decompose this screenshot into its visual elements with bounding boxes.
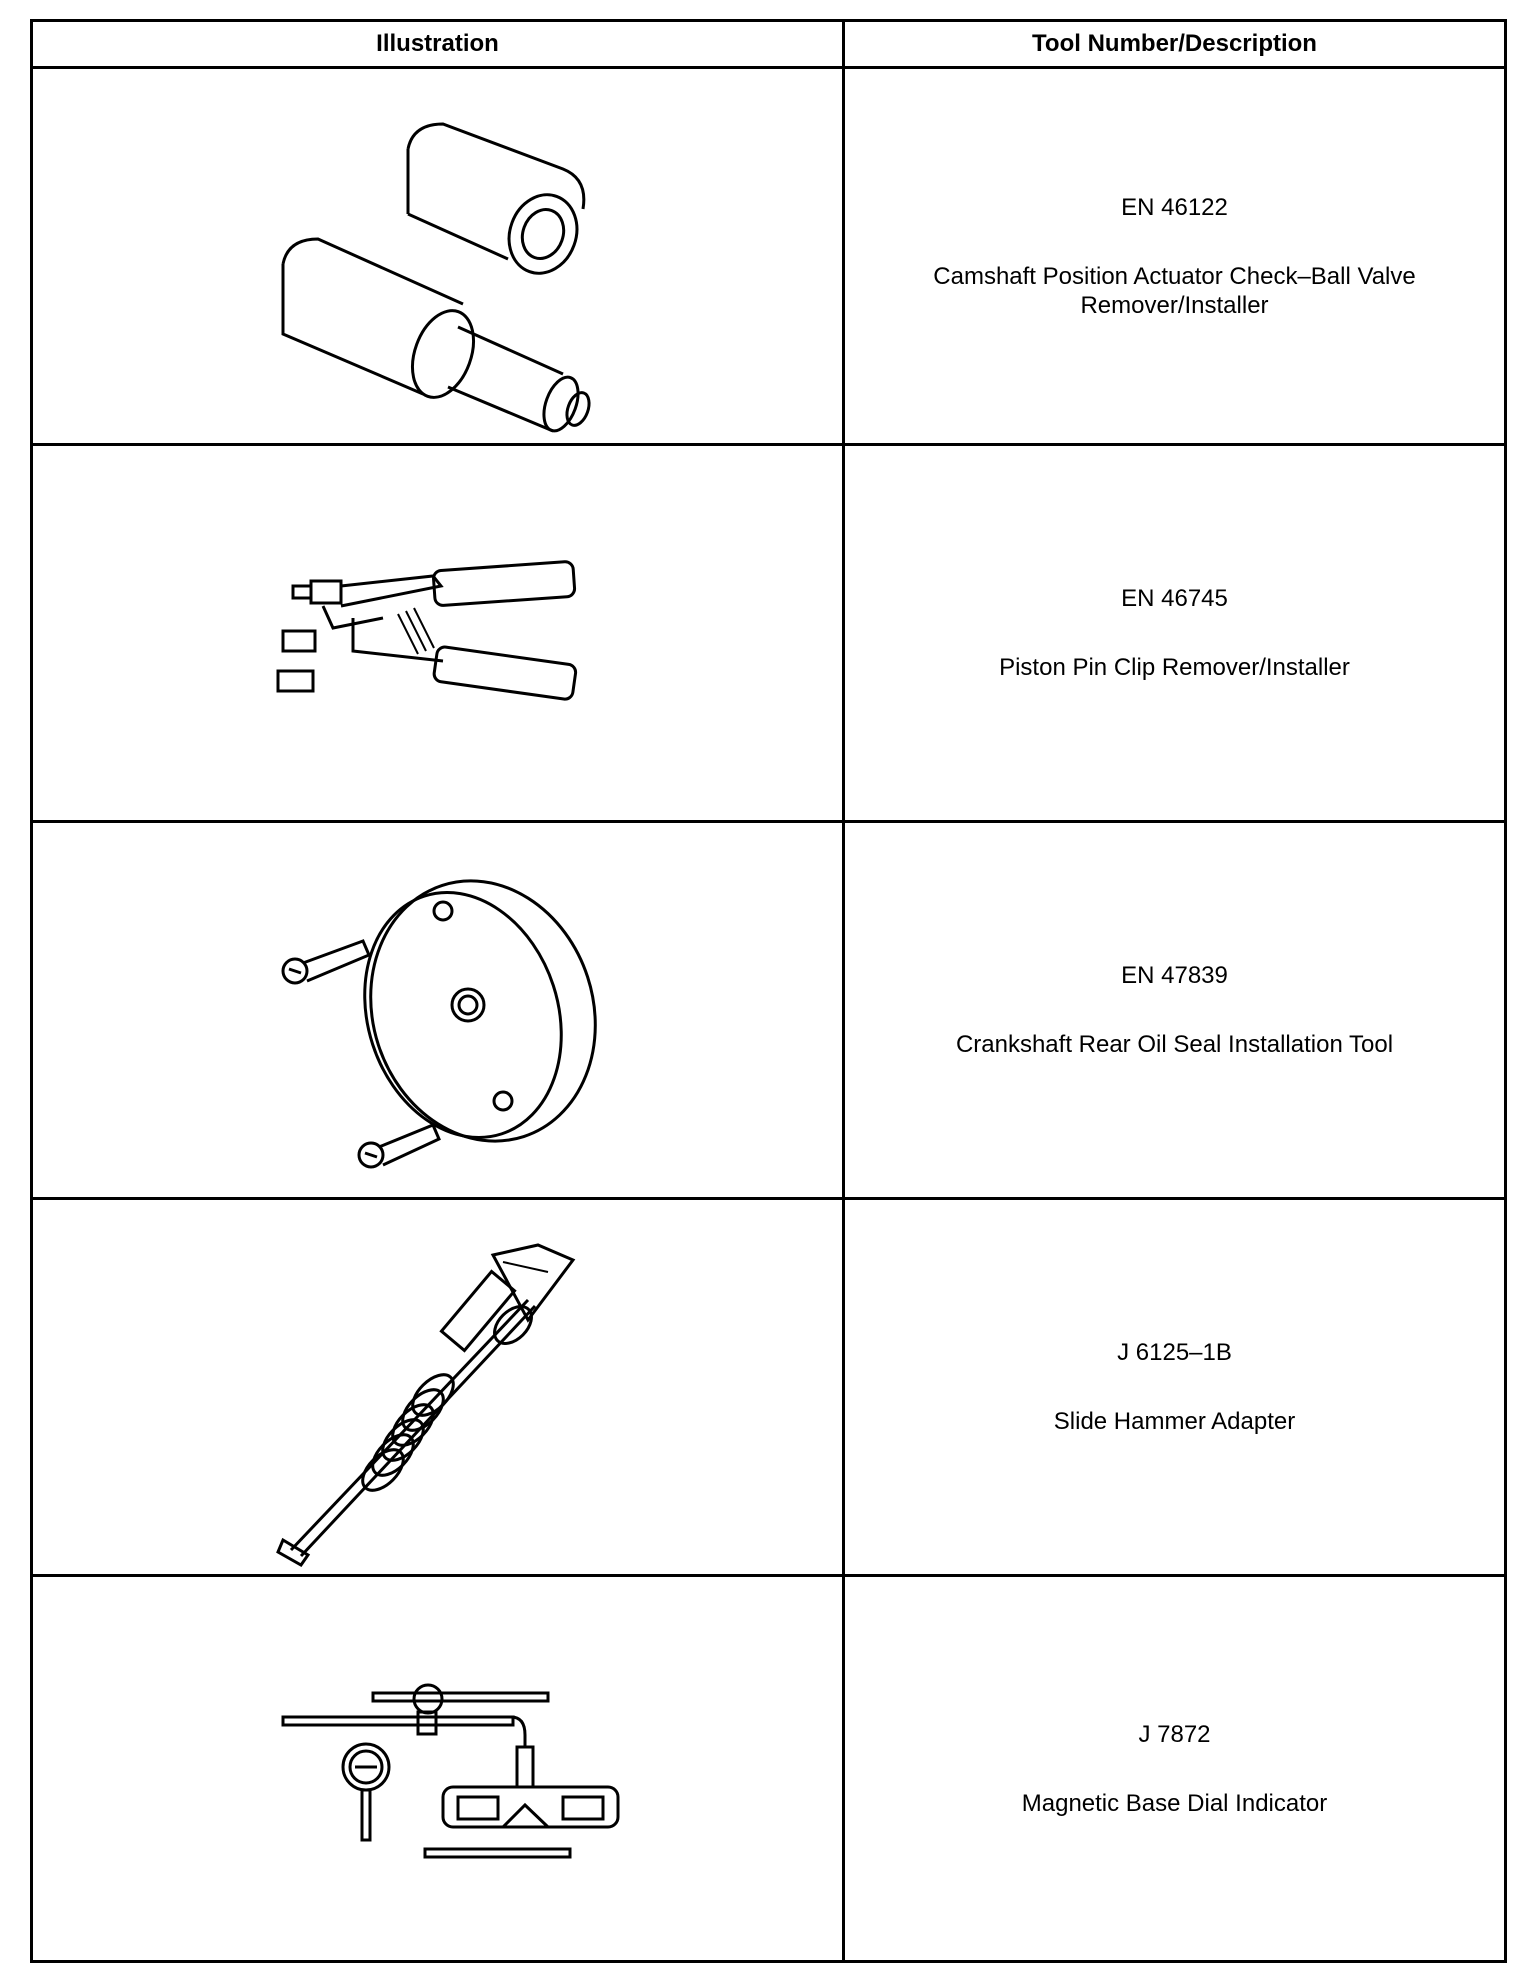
table-header [33,22,1504,69]
table-row [33,446,1504,823]
illustration-cell [33,1577,845,1960]
tool-description: Slide Hammer Adapter [1053,1408,1296,1435]
table-row [33,69,1504,446]
illustration-cell [33,69,845,443]
seal-installer-icon [33,823,842,1200]
tool-description: Piston Pin Clip Remover/Installer [999,654,1350,681]
tool-description: Camshaft Position Actuator Check–Ball Valve Remover/Installer [933,262,1416,319]
tool-number: J 6125–1B [1117,1339,1232,1366]
description-cell [845,69,1504,443]
description-cell [845,823,1504,1197]
tool-number: J 7872 [1138,1720,1211,1748]
description-cell [845,1577,1504,1960]
tool-number: EN 46122 [1121,193,1228,221]
tool-description: Crankshaft Rear Oil Seal Installation Tool [955,1031,1394,1058]
tool-number: EN 47839 [1121,962,1228,989]
slide-hammer-icon [33,1200,842,1577]
description-header: Tool Number/Description [1032,30,1317,57]
tool-table [30,19,1507,1963]
pliers-icon [33,446,842,823]
dial-indicator-icon [33,1577,842,1960]
table-row [33,1577,1504,1960]
illustration-cell [33,446,845,820]
description-cell [845,1200,1504,1574]
tool-description: Magnetic Base Dial Indicator [1021,1789,1328,1817]
tool-number: EN 46745 [1121,585,1228,612]
valve-remover-icon [33,69,842,446]
table-row [33,1200,1504,1577]
description-cell [845,446,1504,820]
illustration-cell [33,1200,845,1574]
table-row [33,823,1504,1200]
illustration-header: Illustration [33,22,845,66]
illustration-cell [33,823,845,1197]
